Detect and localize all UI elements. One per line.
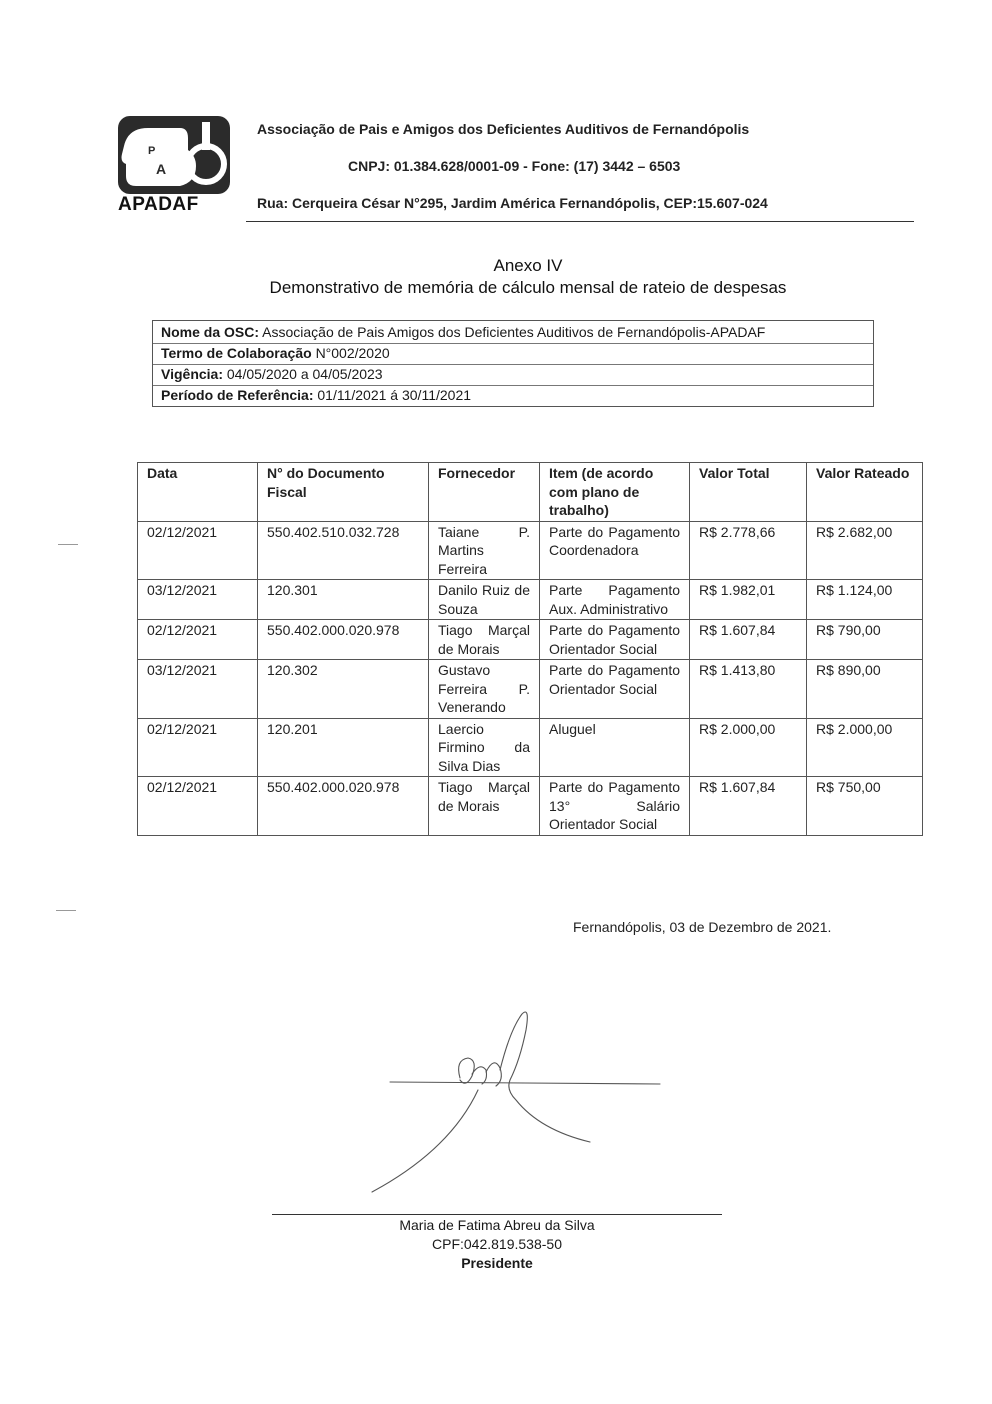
expense-table [137,462,923,836]
cell-item: Parte do Pagamento Orientador Social [540,620,690,660]
osc-name-label: Nome da OSC: [161,324,260,340]
cell-fornecedor: Laercio Firmino da Silva Dias [429,718,540,777]
cell-valor-total: R$ 1.607,84 [690,620,807,660]
osc-name-value: Associação de Pais Amigos dos Deficientes Auditivos de Fernandópolis-APADAF [262,324,766,340]
signature-line [272,1214,722,1215]
header-data: Data [138,463,258,522]
cell-item: Parte do Pagamento Orientador Social [540,660,690,719]
cell-valor-rateado: R$ 790,00 [807,620,923,660]
table-row [138,777,923,836]
cell-item: Parte do Pagamento Coordenadora [540,521,690,580]
cell-valor-total: R$ 2.000,00 [690,718,807,777]
cell-item: Parte Pagamento Aux. Administrativo [540,580,690,620]
cell-documento: 120.201 [258,718,429,777]
cell-documento: 550.402.510.032.728 [258,521,429,580]
cell-fornecedor: Tiago Marçal de Morais [429,620,540,660]
cell-valor-total: R$ 2.778,66 [690,521,807,580]
cell-valor-total: R$ 1.413,80 [690,660,807,719]
osc-name-row [153,321,873,343]
cell-data: 03/12/2021 [138,660,258,719]
vigencia-value: 04/05/2020 a 04/05/2023 [226,366,383,382]
cell-data: 02/12/2021 [138,620,258,660]
header-documento: N° do Documento Fiscal [258,463,429,522]
table-row [138,580,923,620]
svg-text:P: P [148,145,156,157]
header-valor-rateado: Valor Rateado [807,463,923,522]
cell-fornecedor: Gustavo Ferreira P. Venerando [429,660,540,719]
cell-valor-total: R$ 1.607,84 [690,777,807,836]
handwritten-signature [360,1000,680,1200]
document-title: Anexo IV [493,256,563,275]
header-fornecedor: Fornecedor [429,463,540,522]
table-header-row [138,463,923,522]
cell-fornecedor: Tiago Marçal de Morais [429,777,540,836]
periodo-row [153,385,873,406]
cell-documento: 550.402.000.020.978 [258,620,429,660]
cell-fornecedor: Danilo Ruiz de Souza [429,580,540,620]
organization-name: Associação de Pais e Amigos dos Deficientes Auditivos de Fernandópolis [257,121,750,137]
periodo-value: 01/11/2021 á 30/11/2021 [317,387,472,403]
cell-data: 03/12/2021 [138,580,258,620]
vigencia-label: Vigência: [161,366,223,382]
cell-valor-rateado: R$ 890,00 [807,660,923,719]
cell-data: 02/12/2021 [138,521,258,580]
cell-valor-rateado: R$ 2.682,00 [807,521,923,580]
cell-valor-total: R$ 1.982,01 [690,580,807,620]
document-subtitle: Demonstrativo de memória de cálculo mensal de rateio de despesas [269,278,787,297]
signer-role: Presidente [461,1255,533,1271]
place-date: Fernandópolis, 03 de Dezembro de 2021. [573,919,832,935]
scan-mark [56,910,76,911]
header-divider [246,221,914,222]
cell-item: Aluguel [540,718,690,777]
cell-valor-rateado: R$ 750,00 [807,777,923,836]
header-valor-total: Valor Total [690,463,807,522]
termo-row [153,343,873,364]
termo-value: N°002/2020 [315,345,390,361]
signer-name: Maria de Fatima Abreu da Silva [399,1217,595,1233]
table-row [138,718,923,777]
termo-label: Termo de Colaboração [161,345,312,361]
svg-text:A: A [156,161,167,177]
cell-documento: 120.301 [258,580,429,620]
cell-data: 02/12/2021 [138,777,258,836]
table-row [138,620,923,660]
cell-documento: 120.302 [258,660,429,719]
table-row [138,521,923,580]
address-line: Rua: Cerqueira César N°295, Jardim América Fernandópolis, CEP:15.607-024 [257,195,768,211]
periodo-label: Período de Referência: [161,387,314,403]
header-item: Item (de acordo com plano de trabalho) [540,463,690,522]
logo-text: APADAF [118,194,199,215]
cnpj-phone-line: CNPJ: 01.384.628/0001-09 - Fone: (17) 3442 – 6503 [348,158,681,174]
signer-cpf: CPF:042.819.538-50 [432,1236,562,1252]
cell-data: 02/12/2021 [138,718,258,777]
table-row [138,660,923,719]
scan-mark [58,544,78,545]
cell-fornecedor: Taiane P. Martins Ferreira [429,521,540,580]
cell-documento: 550.402.000.020.978 [258,777,429,836]
osc-info-box [152,320,874,407]
cell-item: Parte do Pagamento 13° Salário Orientador Social [540,777,690,836]
cell-valor-rateado: R$ 2.000,00 [807,718,923,777]
cell-valor-rateado: R$ 1.124,00 [807,580,923,620]
vigencia-row [153,364,873,385]
